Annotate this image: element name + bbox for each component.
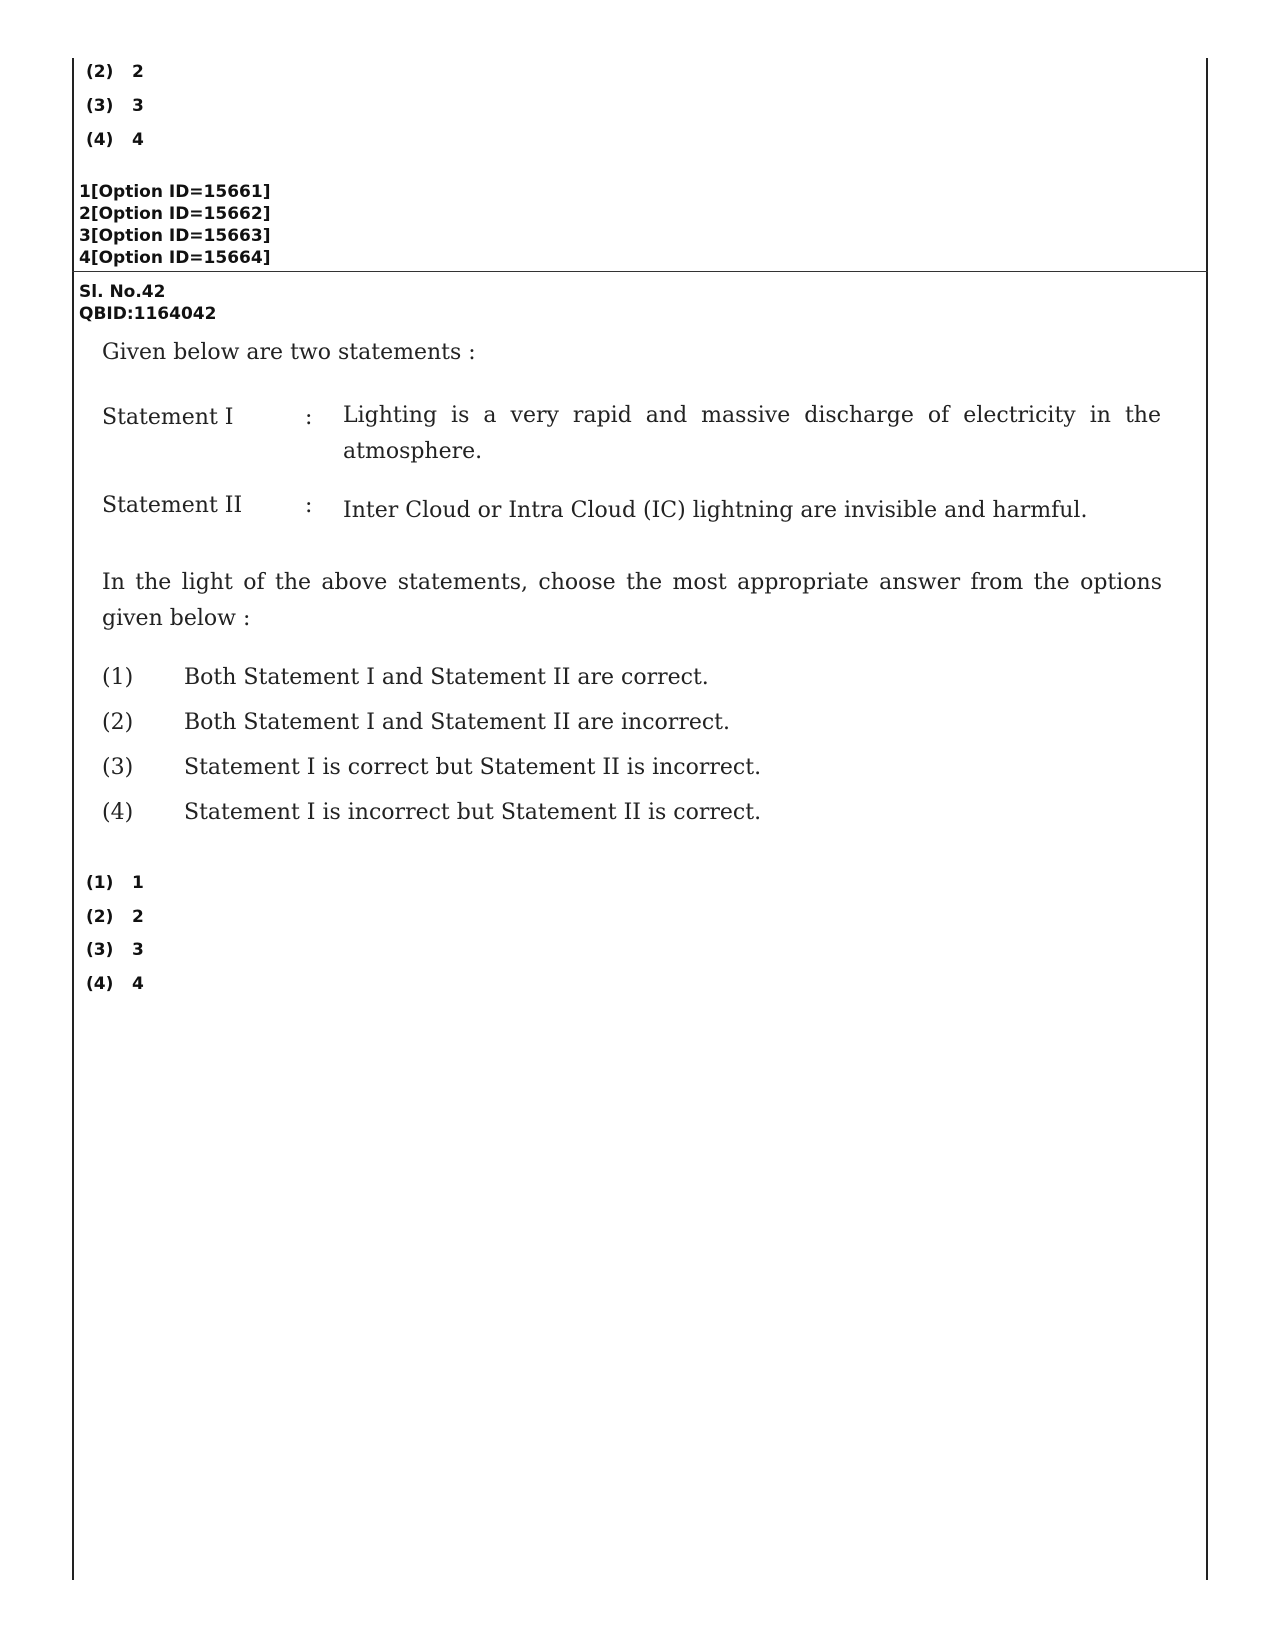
option-id: 3[Option ID=15663] [79, 226, 271, 246]
question-instruction: In the light of the above statements, choose the most appropriate answer from the options given below : [102, 570, 1162, 631]
question-intro: Given below are two statements : [102, 340, 476, 365]
question-divider [72, 271, 1208, 272]
option-id-list [79, 181, 270, 269]
page-frame-right-border [1206, 58, 1208, 1580]
answer-option-number: (4) [86, 130, 114, 150]
choice-number: (4) [102, 800, 134, 825]
option-id: 2[Option ID=15662] [79, 204, 271, 224]
answer-option-number: (1) [86, 873, 114, 893]
answer-option-value: 1 [132, 873, 144, 893]
answer-option-number: (3) [86, 96, 114, 116]
qbid: QBID:1164042 [79, 304, 217, 324]
choice-number: (3) [102, 755, 134, 780]
choice-text: Both Statement I and Statement II are correct. [184, 665, 709, 690]
option-id: 1[Option ID=15661] [79, 182, 271, 202]
choice-row [102, 800, 761, 825]
statement-row [102, 405, 1162, 485]
answer-option-number: (2) [86, 62, 114, 82]
choice-number: (2) [102, 710, 134, 735]
choice-text: Both Statement I and Statement II are incorrect. [184, 710, 731, 735]
answer-option-number: (4) [86, 974, 114, 994]
answer-option-row [86, 940, 144, 960]
choice-text: Statement I is correct but Statement II is incorrect. [184, 755, 762, 780]
serial-number: Sl. No.42 [79, 282, 166, 302]
statement-colon: : [305, 405, 313, 430]
answer-option-row [86, 96, 144, 116]
question-header [79, 281, 216, 325]
statement-label: Statement II [102, 493, 243, 518]
answer-option-value: 2 [132, 907, 144, 927]
statement-colon: : [305, 493, 313, 518]
statement-text: Inter Cloud or Intra Cloud (IC) lightning are invisible and harmful. [343, 498, 1088, 523]
answer-option-row [86, 974, 144, 994]
answer-option-value: 3 [132, 96, 144, 116]
answer-option-number: (2) [86, 907, 114, 927]
option-id: 4[Option ID=15664] [79, 248, 271, 268]
choice-text: Statement I is incorrect but Statement II is correct. [184, 800, 762, 825]
answer-option-row [86, 62, 144, 82]
page-frame-left-border [72, 58, 74, 1580]
answer-option-value: 3 [132, 940, 144, 960]
answer-option-row [86, 873, 144, 893]
answer-option-number: (3) [86, 940, 114, 960]
answer-option-value: 4 [132, 130, 144, 150]
statement-text: Lighting is a very rapid and massive discharge of electricity in the atmosphere. [343, 403, 1161, 464]
statement-row [102, 493, 1162, 533]
choice-row [102, 710, 730, 735]
answer-option-row [86, 907, 144, 927]
choice-number: (1) [102, 665, 134, 690]
statement-label: Statement I [102, 405, 234, 430]
choice-row [102, 665, 709, 690]
choice-row [102, 755, 761, 780]
answer-option-value: 4 [132, 974, 144, 994]
answer-option-value: 2 [132, 62, 144, 82]
answer-option-row [86, 130, 144, 150]
